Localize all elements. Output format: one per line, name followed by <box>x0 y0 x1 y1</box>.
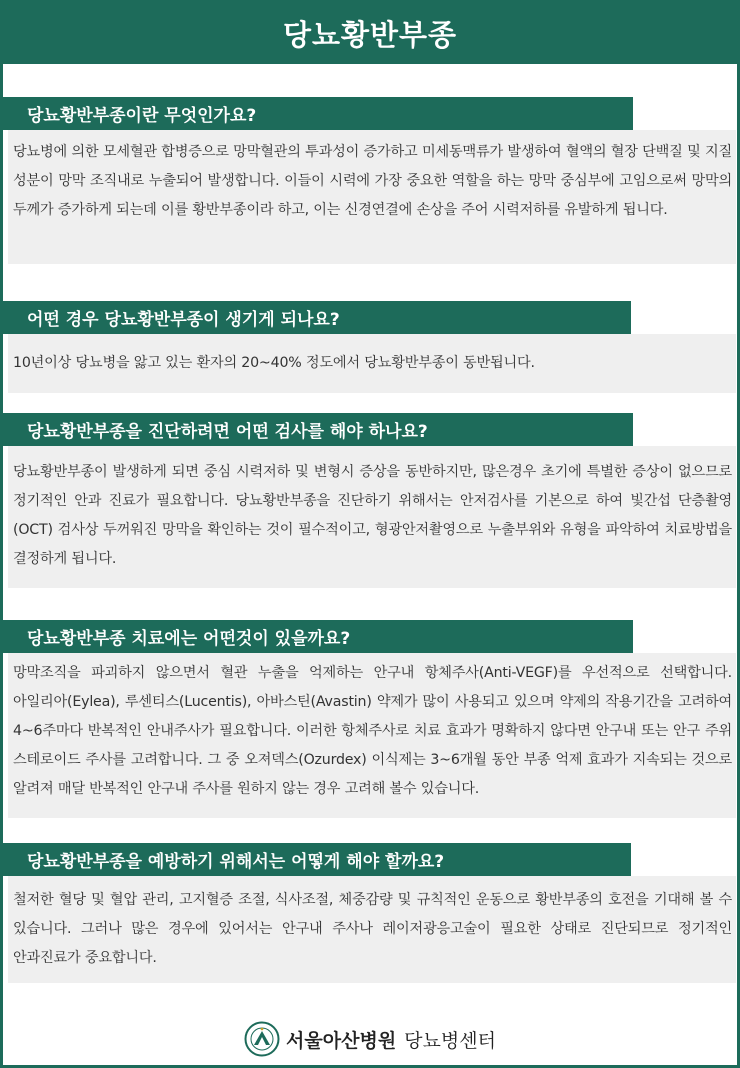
section-heading-diagnosis: 당뇨황반부종을 진단하려면 어떤 검사를 해야 하나요? <box>3 413 633 446</box>
asan-medical-center-seal-icon <box>244 1021 280 1057</box>
section-heading-treatment: 당뇨황반부종 치료에는 어떤것이 있을까요? <box>3 620 633 653</box>
section-body-what-is: 당뇨병에 의한 모세혈관 합병증으로 망막혈관의 투과성이 증가하고 미세동맥류가 발생하여 혈액의 혈장 단백질 및 지질 성분이 망막 조직내로 누출되어 발생합니다. 이들이 시력에 가장 중요한 역할을 하는 망막 중심부에 고임으로써 망막의 두께가 증가하게 되는데 이를 황반부종이라 하고, 이는 신경연결에 손상을 주어 시력저하를 유발하게 됩니다. <box>8 130 736 264</box>
center-name: 당뇨병센터 <box>404 1029 496 1052</box>
section-body-treatment: 망막조직을 파괴하지 않으면서 혈관 누출을 억제하는 안구내 항체주사(Anti-VEGF)를 우선적으로 선택합니다. 아일리아(Eylea), 루센티스(Lucentis), 아바스틴(Avastin) 약제가 많이 사용되고 있으며 약제의 작용기간을 고려하여 4~6주마다 반복적인 안내주사가 필요합니다. 이러한 항체주사로 치료 효과가 명확하지 않다면 안구내 또는 안구 주위 스테로이드 주사를 고려합니다. 그 중 오져덱스(Ozurdex) 이식제는 3~6개월 동안 부종 억제 효과가 지속되는 것으로 알려져 매달 반복적인 안구내 주사를 원하지 않는 경우 고려해 볼수 있습니다. <box>8 653 736 818</box>
page-title: 당뇨황반부종 <box>3 3 737 64</box>
section-heading-prevention: 당뇨황반부종을 예방하기 위해서는 어떻게 해야 할까요? <box>3 843 631 876</box>
section-heading-what-is: 당뇨황반부종이란 무엇인가요? <box>3 97 633 130</box>
section-heading-when: 어떤 경우 당뇨황반부종이 생기게 되나요? <box>3 301 631 334</box>
hospital-name: 서울아산병원 <box>286 1029 397 1052</box>
section-body-prevention: 철저한 혈당 및 혈압 관리, 고지혈증 조절, 식사조절, 체중감량 및 규칙적인 운동으로 황반부종의 호전을 기대해 볼 수 있습니다. 그러나 많은 경우에 있어서는 안구내 주사나 레이저광응고술이 필요한 상태로 진단되므로 정기적인 안과진료가 중요합니다. <box>8 876 736 983</box>
section-body-diagnosis: 당뇨황반부종이 발생하게 되면 중심 시력저하 및 변형시 증상을 동반하지만, 많은경우 초기에 특별한 증상이 없으므로 정기적인 안과 진료가 필요합니다. 당뇨황반부종을 진단하기 위해서는 안저검사를 기본으로 하여 빛간섭 단층촬영(OCT) 검사상 두꺼워진 망막을 확인하는 것이 필수적이고, 형광안저촬영으로 누출부위와 유형을 파악하여 치료방법을 결정하게 됩니다. <box>8 446 736 588</box>
footer <box>3 1017 737 1061</box>
section-body-when: 10년이상 당뇨병을 앓고 있는 환자의 20~40% 정도에서 당뇨황반부종이 동반됩니다. <box>8 334 736 393</box>
